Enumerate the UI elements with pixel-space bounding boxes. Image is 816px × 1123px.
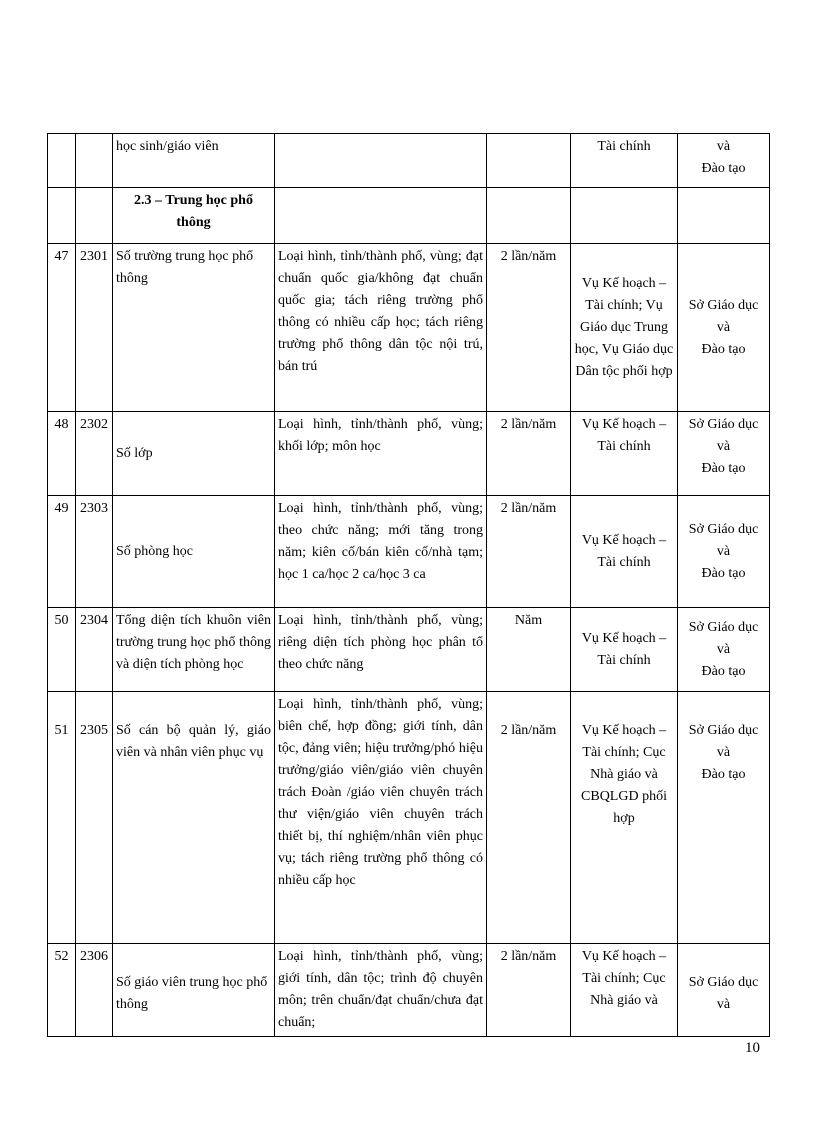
table-row bbox=[48, 134, 770, 188]
row-code: 2304 bbox=[76, 608, 113, 692]
empty-cell bbox=[571, 188, 678, 244]
row-number bbox=[48, 134, 76, 188]
responsible-unit: Vụ Kế hoạch – Tài chính; Vụ Giáo dục Trung học, Vụ Giáo dục Dân tộc phối hợp bbox=[571, 244, 678, 412]
table-row bbox=[48, 692, 770, 944]
table-row bbox=[48, 944, 770, 1037]
frequency: Năm bbox=[487, 608, 571, 692]
frequency: 2 lần/năm bbox=[487, 244, 571, 412]
empty-cell bbox=[487, 188, 571, 244]
section-title: 2.3 – Trung học phổ thông bbox=[113, 188, 275, 244]
breakdown: Loại hình, tỉnh/thành phố, vùng; biên chế, hợp đồng; giới tính, dân tộc, đảng viên; hiệu trưởng/phó hiệu trưởng/giáo viên/giáo viên chuyên trách Đoàn /giáo viên chuyên trách thư viện/giáo viên chuyên trách thiết bị, thí nghiệm/nhân viên phục vụ; tách riêng trường phổ thông có nhiều cấp học bbox=[275, 692, 487, 944]
breakdown bbox=[275, 134, 487, 188]
row-code: 2306 bbox=[76, 944, 113, 1037]
row-number: 47 bbox=[48, 244, 76, 412]
providing-unit: và Đào tạo bbox=[678, 134, 770, 188]
row-code: 2302 bbox=[76, 412, 113, 496]
indicator-name: Số lớp bbox=[113, 412, 275, 496]
frequency: 2 lần/năm bbox=[487, 692, 571, 944]
providing-unit: Sở Giáo dục và Đào tạo bbox=[678, 244, 770, 412]
providing-unit: Sở Giáo dục và Đào tạo bbox=[678, 496, 770, 608]
breakdown: Loại hình, tỉnh/thành phố, vùng; khối lớp; môn học bbox=[275, 412, 487, 496]
page-number: 10 bbox=[745, 1040, 760, 1056]
providing-unit: Sở Giáo dục và Đào tạo bbox=[678, 692, 770, 944]
row-number bbox=[48, 188, 76, 244]
indicator-name: Số cán bộ quản lý, giáo viên và nhân viên phục vụ bbox=[113, 692, 275, 944]
empty-cell bbox=[275, 188, 487, 244]
row-code bbox=[76, 188, 113, 244]
table-row bbox=[48, 244, 770, 412]
table-row bbox=[48, 496, 770, 608]
row-number: 48 bbox=[48, 412, 76, 496]
responsible-unit: Vụ Kế hoạch – Tài chính bbox=[571, 496, 678, 608]
table-row bbox=[48, 608, 770, 692]
responsible-unit: Vụ Kế hoạch – Tài chính bbox=[571, 608, 678, 692]
row-number: 51 bbox=[48, 692, 76, 944]
breakdown: Loại hình, tỉnh/thành phố, vùng; giới tính, dân tộc; trình độ chuyên môn; trên chuẩn/đạt chuẩn/chưa đạt chuẩn; bbox=[275, 944, 487, 1037]
row-code bbox=[76, 134, 113, 188]
providing-unit: Sở Giáo dục và bbox=[678, 944, 770, 1037]
frequency: 2 lần/năm bbox=[487, 496, 571, 608]
row-code: 2305 bbox=[76, 692, 113, 944]
responsible-unit: Vụ Kế hoạch – Tài chính; Cục Nhà giáo và CBQLGD phối hợp bbox=[571, 692, 678, 944]
indicator-name: học sinh/giáo viên bbox=[113, 134, 275, 188]
breakdown: Loại hình, tỉnh/thành phố, vùng; riêng diện tích phòng học phân tổ theo chức năng bbox=[275, 608, 487, 692]
frequency: 2 lần/năm bbox=[487, 944, 571, 1037]
frequency: 2 lần/năm bbox=[487, 412, 571, 496]
row-number: 49 bbox=[48, 496, 76, 608]
providing-unit: Sở Giáo dục và Đào tạo bbox=[678, 608, 770, 692]
table-row bbox=[48, 412, 770, 496]
empty-cell bbox=[678, 188, 770, 244]
statistics-table bbox=[47, 133, 770, 1037]
breakdown: Loại hình, tỉnh/thành phố, vùng; đạt chuẩn quốc gia/không đạt chuẩn quốc gia; tách riêng trường phổ thông có nhiều cấp học; tách riêng trường phổ thông dân tộc nội trú, bán trú bbox=[275, 244, 487, 412]
indicator-name: Tổng diện tích khuôn viên trường trung học phổ thông và diện tích phòng học bbox=[113, 608, 275, 692]
row-code: 2303 bbox=[76, 496, 113, 608]
row-number: 52 bbox=[48, 944, 76, 1037]
responsible-unit: Tài chính bbox=[571, 134, 678, 188]
providing-unit: Sở Giáo dục và Đào tạo bbox=[678, 412, 770, 496]
indicator-name: Số phòng học bbox=[113, 496, 275, 608]
responsible-unit: Vụ Kế hoạch – Tài chính bbox=[571, 412, 678, 496]
indicator-name: Số giáo viên trung học phổ thông bbox=[113, 944, 275, 1037]
row-code: 2301 bbox=[76, 244, 113, 412]
indicator-name: Số trường trung học phổ thông bbox=[113, 244, 275, 412]
responsible-unit: Vụ Kế hoạch – Tài chính; Cục Nhà giáo và bbox=[571, 944, 678, 1037]
section-row bbox=[48, 188, 770, 244]
breakdown: Loại hình, tỉnh/thành phố, vùng; theo chức năng; mới tăng trong năm; kiên cố/bán kiên cố/nhà tạm; học 1 ca/học 2 ca/học 3 ca bbox=[275, 496, 487, 608]
row-number: 50 bbox=[48, 608, 76, 692]
frequency bbox=[487, 134, 571, 188]
